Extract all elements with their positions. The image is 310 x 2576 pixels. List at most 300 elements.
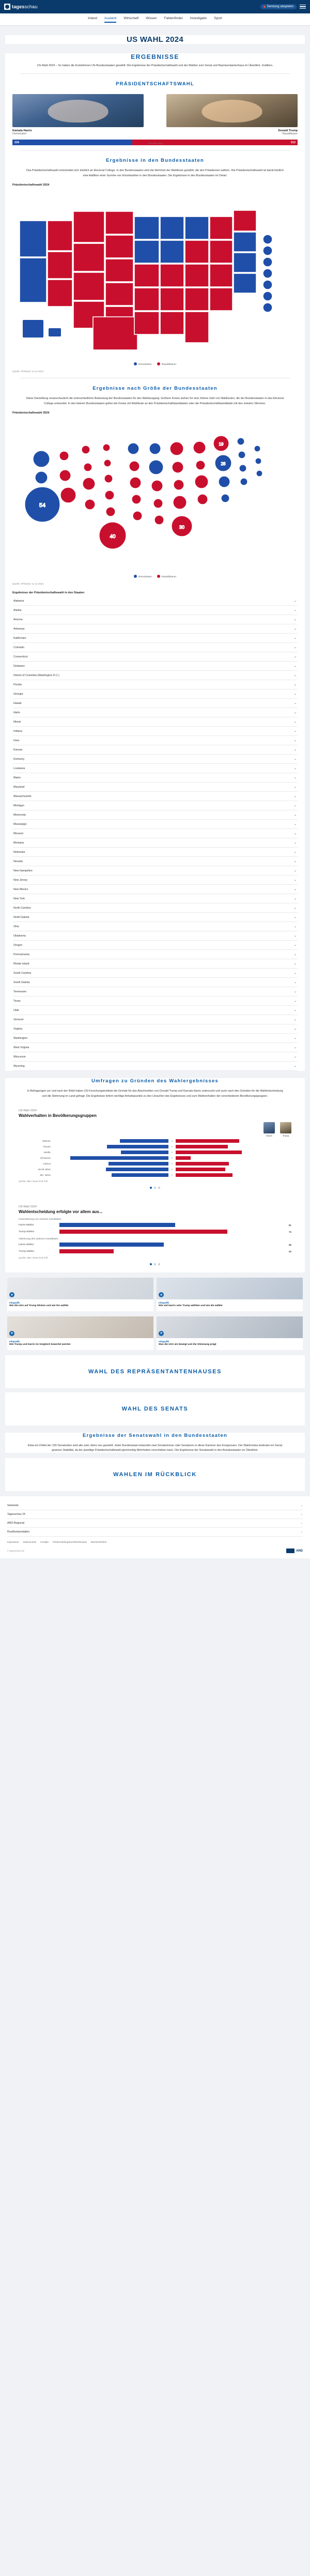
teaser-4-image [157,1316,303,1338]
teaser-1-text: Wie die USA auf Trump blicken und wie ihn wählte [9,1305,69,1308]
state-label: Nevada [13,860,23,863]
ard-logo[interactable] [286,1548,303,1553]
footer-section-row[interactable] [7,1510,303,1519]
ard-logo-icon [286,1548,295,1553]
results-intro: US-Wahl 2024 – So haben die Erststimmen US-Bundesstaaten gewählt: Die Ergebnisse der Präsidentschaftswahl und der Wahlen zum Senat und Repräsentantenhaus im Überblick. Grafiken. [37,64,273,67]
size-map-title: Ergebnisse nach Größe der Bundesstaaten [92,386,218,392]
harris-photo [12,94,144,127]
teaser-1[interactable] [7,1278,153,1311]
chevron-down-icon[interactable]: ⌄ [293,869,297,873]
chevron-down-icon[interactable]: ⌄ [293,962,297,966]
state-label: Vermont [13,1018,24,1021]
chart2-kicker: US-Wahl 2024 [19,1205,37,1209]
state-label: New Jersey [13,878,28,882]
chart1-category: Männer [42,1140,51,1143]
teaser-2[interactable] [157,1278,303,1311]
state-row[interactable] [12,810,298,820]
chart2-track [59,1243,286,1247]
state-label: South Dakota [13,980,30,984]
play-icon[interactable] [159,1331,164,1336]
chevron-down-icon[interactable]: ⌄ [293,934,297,938]
legend-dem: Demokraten [134,362,152,366]
chart2-bar [59,1249,114,1253]
state-row[interactable] [12,931,298,941]
teaser-3-kicker: Infografik [9,1340,20,1343]
chart2-bar [59,1230,227,1234]
results-heading: ERGEBNISSE [131,53,179,60]
chart1-category: Latinos [43,1162,51,1166]
teaser-3[interactable] [7,1316,153,1350]
teaser-2-kicker: Infografik [159,1301,169,1305]
state-row[interactable] [12,662,298,671]
state-label: Hawaii [13,701,22,705]
footer-section-row[interactable] [7,1528,303,1537]
chevron-down-icon[interactable]: ⌄ [293,720,297,724]
state-row[interactable] [12,894,298,903]
state-row[interactable] [12,959,298,969]
state-label: Mississippi [13,822,27,826]
chart2-label: Trump-Wähler [19,1250,35,1253]
chevron-down-icon[interactable]: ⌄ [293,823,297,826]
ev-bar-trump: 312 [132,140,298,145]
chevron-down-icon[interactable]: ⌄ [293,1046,297,1050]
chart1-kicker: US-Wahl 2024 [19,1109,37,1113]
state-label: Louisiana [13,766,25,770]
chevron-down-icon[interactable]: ⌄ [293,739,297,743]
state-row[interactable] [12,1015,298,1024]
state-row[interactable] [12,885,298,894]
harris-name: Kamala Harris [12,129,32,133]
chevron-down-icon[interactable]: ⌄ [293,655,297,659]
chart1-harris-bar [106,1168,168,1175]
chart1-title: Wahlverhalten in Bevölkerungsgruppen [19,1113,97,1118]
chevron-down-icon[interactable]: ⌄ [293,925,297,929]
chart1-trump-side [176,1156,291,1160]
state-label: Virginia [13,1027,23,1031]
chart1-trump-side [176,1173,291,1181]
chart1-trump-side [176,1139,291,1143]
teaser-1-image [7,1278,153,1299]
chart1-source: Quelle: NBC News Exit Poll [19,1180,48,1183]
play-icon[interactable] [9,1331,14,1336]
state-label: Washington [13,1036,28,1040]
state-row[interactable] [12,643,298,652]
chevron-down-icon[interactable]: ⌄ [293,841,297,845]
house-section-heading: WAHL DES REPRÄSENTANTENHAUSES [5,1355,305,1388]
chevron-down-icon[interactable]: ⌄ [293,888,297,892]
chart1-bars [53,1168,291,1175]
chevron-down-icon[interactable]: ⌄ [293,897,297,901]
state-row[interactable] [12,969,298,978]
chart1-axis: 0 [171,1168,173,1171]
state-label: Idaho [13,711,20,714]
state-row[interactable] [12,736,298,745]
chevron-down-icon[interactable]: ⌄ [293,1000,297,1003]
teaser-4[interactable] [157,1316,303,1350]
chevron-down-icon[interactable]: ⌄ [300,1513,303,1516]
chevron-down-icon[interactable]: ⌄ [293,1028,297,1031]
chart2-bar [59,1243,164,1247]
state-row[interactable] [12,652,298,662]
ev-map-title: Ergebnisse in den Bundesstaaten [106,158,204,164]
state-label: West Virginia [13,1046,29,1049]
chevron-down-icon[interactable]: ⌄ [293,944,297,947]
trump-thumb [280,1122,291,1133]
chart2-row [19,1243,291,1247]
teaser-3-text: Wie Trump und Harris im Vergleich bewertet werden [9,1343,71,1346]
senate-section-heading: WAHL DES SENATS [5,1392,305,1425]
footer-link[interactable]: Barrierefreiheit [90,1541,107,1544]
chart1-category: Schwarze [40,1157,51,1160]
chart2-label: Harris-Wähler [19,1223,34,1226]
chart1-trump-side [176,1145,291,1148]
state-label: Colorado [13,646,25,649]
chart2-track [59,1230,286,1234]
state-row[interactable] [12,829,298,838]
state-row[interactable] [12,606,298,615]
chevron-down-icon[interactable]: ⌄ [293,990,297,994]
chart2-track [59,1249,286,1253]
state-row[interactable] [12,978,298,987]
legend-rep-2: Republikaner [157,575,176,578]
state-label: South Carolina [13,971,32,975]
chart1-harris-side [53,1162,168,1166]
state-label: Kansas [13,748,23,752]
state-row[interactable] [12,987,298,996]
chevron-down-icon[interactable]: ⌄ [293,786,297,789]
state-label: Florida [13,683,22,686]
chart1-harris-side [53,1139,168,1143]
chevron-down-icon[interactable]: ⌄ [293,907,297,910]
chevron-down-icon[interactable]: ⌄ [300,1504,303,1508]
state-row[interactable] [12,634,298,643]
senate-states-body: Etwa ein Drittel der 100 Senatssitze wird alle zwei Jahre neu gewählt. Jeder Bundesstaat entsendet zwei Senatorinnen oder Senatoren in diese Kammer des Kongresses. Der Wahlmodus bedeutet ein Senat gewisse Stabilität, da der jeweilige Präsidentschaftswahl gleichzeitig Mehrheiten verschieben kann. Die Ergebnisse der Senatswahl in den Bundesstaaten im Überblick. [27,1444,283,1452]
state-label: Massachusetts [13,794,32,798]
footer-link[interactable]: Impressum [7,1541,19,1544]
chart1-row [19,1173,291,1181]
chart1-category: Frauen [43,1145,51,1148]
tagesschau-logo[interactable] [4,4,38,10]
state-label: Indiana [13,729,23,733]
chart2-subhead: Ablehnung des anderen Kandidaten [19,1238,58,1241]
top-bar [0,0,310,13]
top-bar-right [260,4,306,9]
state-row[interactable] [12,950,298,959]
electoral-map[interactable] [10,190,300,360]
footer-link[interactable]: Kontakt [40,1541,49,1544]
chevron-down-icon[interactable]: ⌄ [293,702,297,706]
state-label: North Dakota [13,915,29,919]
state-row[interactable] [12,783,298,792]
state-label: Kalifornien [13,636,26,640]
footer-section-row[interactable] [7,1519,303,1528]
chevron-down-icon[interactable]: ⌄ [293,627,297,631]
state-label: Montana [13,841,24,845]
nav-item-wissen[interactable]: Wissen [146,17,157,20]
chart1-axis: 0 [171,1151,173,1154]
state-row[interactable] [12,1052,298,1062]
chart1-harris-value: 53 [108,1149,111,1153]
chart2-row [19,1249,291,1253]
chart1-trump-side [176,1168,291,1171]
state-row[interactable] [12,876,298,885]
svg-text:40: 40 [110,534,116,540]
nav-item-investigativ[interactable]: Investigativ [190,17,207,20]
harris-party: Demokraten [12,132,27,136]
state-label: Arizona [13,618,23,621]
chevron-down-icon[interactable]: ⌄ [293,711,297,715]
state-label: Rhode Island [13,962,29,965]
chevron-down-icon[interactable]: ⌄ [293,972,297,975]
teaser-4-kicker: Infografik [159,1340,169,1343]
chevron-down-icon[interactable]: ⌄ [293,600,297,603]
state-row[interactable] [12,1043,298,1052]
state-row[interactable] [12,903,298,913]
divider [20,73,290,74]
chart1-axis: 0 [171,1140,173,1143]
state-row[interactable] [12,820,298,829]
nav-item-ausland[interactable]: Ausland [104,17,117,23]
state-row[interactable] [12,1024,298,1034]
cartogram-map[interactable] [10,418,300,573]
chart1-axis: 0 [171,1157,173,1160]
nav-item-sport[interactable]: Sport [214,17,222,20]
chart1-trump-bar [176,1156,191,1160]
state-row[interactable] [12,922,298,931]
chart1-category: 18-29 Jahre [38,1168,51,1171]
state-label: Delaware [13,664,25,668]
state-label: Oklahoma [13,934,26,938]
state-row[interactable] [12,1062,298,1071]
chart1-trump-bar [176,1151,242,1154]
state-row[interactable] [12,764,298,773]
teaser-2-text: Wie viel Harris oder Trump wählten und wie die wählte [159,1305,223,1308]
state-row[interactable] [12,671,298,680]
chevron-down-icon[interactable]: ⌄ [293,637,297,640]
chart1-harris-value: 49 [113,1178,116,1181]
results-card [5,53,305,1071]
polls-heading: Umfragen zu Gründen des Wahlergebnisses [91,1078,219,1084]
state-row[interactable] [12,699,298,708]
chevron-down-icon[interactable]: ⌄ [293,916,297,919]
chevron-down-icon[interactable]: ⌄ [293,674,297,678]
state-row[interactable] [12,689,298,699]
polls-body: In Befragungen vor und nach der Wahl haben US-Forschungsinstitute die Gründe für das Abschneiden von Donald Trump und Kamala Harris untersucht und auch nach den Gründen für die Wahlentscheidung und die Stimmung im Land gefragt. Die Ergebnisse liefern wichtige Anhaltspunkte zu den Ursachen des Ergebnisses und zum Wahlverhalten der verschiedenen Bevölkerungsgruppen. [27,1090,283,1098]
chart1-axis: 0 [171,1145,173,1148]
play-icon[interactable] [159,1292,164,1297]
chart1-harris-bar [109,1162,168,1166]
state-row[interactable] [12,941,298,950]
chevron-down-icon[interactable]: ⌄ [293,795,297,799]
nav-item-faktenfinder[interactable]: Faktenfinder [164,17,183,20]
live-dot-icon [264,6,266,8]
chevron-down-icon[interactable]: ⌄ [293,665,297,668]
ev-needed-label: 270 zum Sieg [147,142,163,145]
state-label: Ohio [13,925,19,928]
state-row[interactable] [12,596,298,606]
state-row[interactable] [12,838,298,848]
chevron-down-icon[interactable]: ⌄ [300,1522,303,1525]
state-row[interactable] [12,717,298,727]
footer-links [7,1541,303,1543]
chart2-rows [19,1218,291,1253]
overview-section-heading: WAHLEN IM RÜCKBLICK [5,1458,305,1491]
footer-link[interactable]: Datenschutz [23,1541,37,1544]
chevron-down-icon[interactable]: ⌄ [293,860,297,864]
chevron-down-icon[interactable]: ⌄ [293,618,297,622]
footer-section-label: Tagesschau 24 [7,1513,25,1516]
state-row[interactable] [12,792,298,801]
chevron-down-icon[interactable]: ⌄ [293,748,297,752]
chevron-down-icon[interactable]: ⌄ [293,683,297,687]
trump-photo [166,94,298,127]
harris-thumb [264,1122,275,1133]
chart2-track [59,1223,286,1227]
candidates-row [5,92,305,135]
state-label: District of Columbia (Washington D.C.) [13,673,59,677]
chevron-down-icon[interactable]: ⌄ [293,1009,297,1013]
footer-section-label: Startseite [7,1504,19,1508]
nav-item-wirtschaft[interactable]: Wirtschaft [123,17,139,20]
chevron-down-icon[interactable]: ⌄ [293,1037,297,1040]
chevron-down-icon[interactable]: ⌄ [293,953,297,957]
chart1-trump-bar [176,1145,228,1148]
main-nav [0,13,310,26]
chart1-trump-bar [176,1173,233,1181]
state-label: Connecticut [13,655,28,658]
state-row[interactable] [12,745,298,755]
state-label: New York [13,897,25,900]
state-label: Illinois [13,720,21,724]
state-row[interactable] [12,1006,298,1015]
state-label: Georgia [13,692,23,696]
chevron-down-icon[interactable]: ⌄ [293,767,297,771]
chart1-bars [53,1156,291,1164]
state-label: North Carolina [13,906,31,910]
ev-bar-harris: 226 [12,140,132,145]
size-map-source: Quelle: AP/Stand: 11.12.2024 [12,582,44,586]
state-row[interactable] [12,680,298,689]
carousel-dots-2[interactable] [19,1263,291,1265]
state-row[interactable] [12,801,298,810]
chevron-down-icon[interactable]: ⌄ [293,1065,297,1068]
legend-dem-2: Demokraten [134,575,152,578]
chevron-down-icon[interactable]: ⌄ [293,851,297,854]
chart2-subhead: Unterstützung von meinem Kandidaten [19,1218,61,1221]
state-label: New Hampshire [13,869,33,872]
chart1-trump-bar [176,1168,225,1171]
state-row[interactable] [12,848,298,857]
chevron-down-icon[interactable]: ⌄ [293,814,297,817]
teaser-2-image [157,1278,303,1299]
chart2-source: Quelle: NBC News Exit Poll [19,1256,48,1260]
state-row[interactable] [12,773,298,783]
ev-map-label: Präsidentschaftswahl 2024 [12,183,50,187]
chevron-down-icon[interactable]: ⌄ [293,646,297,650]
live-play-button[interactable] [260,4,297,9]
footer-section-label: Rundfunkanstalten [7,1530,30,1534]
state-label: New Mexico [13,887,28,891]
nav-item-inland[interactable]: Inland [88,17,97,20]
chevron-down-icon[interactable]: ⌄ [293,879,297,882]
chevron-down-icon[interactable]: ⌄ [300,1530,303,1534]
chart2-value: 74 [288,1230,291,1233]
hamburger-icon[interactable] [300,5,306,9]
svg-text:19: 19 [219,442,224,447]
state-row[interactable] [12,708,298,717]
state-row[interactable] [12,857,298,866]
size-map-label: Präsidentschaftswahl 2024 [12,411,50,415]
chart1-harris-bar [70,1156,168,1164]
chart1-row [19,1145,291,1153]
state-label: Missouri [13,832,24,835]
state-label: Michigan [13,804,24,807]
state-row[interactable] [12,755,298,764]
trump-name: Donald Trump [278,129,298,133]
chevron-down-icon[interactable]: ⌄ [293,804,297,808]
trump-party: Republikaner [282,132,298,136]
chevron-down-icon[interactable]: ⌄ [293,730,297,733]
svg-text:30: 30 [179,525,185,530]
footer-bottom [7,1548,303,1558]
footer-section-row[interactable] [7,1501,303,1510]
chart2-value: 51 [288,1223,291,1226]
play-icon[interactable] [9,1292,14,1297]
footer-sections [0,1501,310,1537]
state-label: Alaska [13,608,22,612]
state-label: Utah [13,1008,19,1012]
chevron-down-icon[interactable]: ⌄ [293,693,297,696]
chevron-down-icon[interactable]: ⌄ [293,1055,297,1059]
state-row[interactable] [12,624,298,634]
chart1-harris-side [53,1145,168,1153]
chart1-harris-bar [112,1173,168,1181]
state-row[interactable] [12,1034,298,1043]
presidential-heading: PRÄSIDENTSCHAFTSWAHL [116,81,194,87]
chart1-harris-side [53,1173,168,1181]
chevron-down-icon[interactable]: ⌄ [293,832,297,836]
chevron-down-icon[interactable]: ⌄ [293,776,297,780]
chart1-row [19,1162,291,1166]
state-row[interactable] [12,615,298,624]
chevron-down-icon[interactable]: ⌄ [293,1018,297,1022]
chevron-down-icon[interactable]: ⌄ [293,609,297,612]
page-title: US WAHL 2024 [126,35,184,44]
chart1-harris-value: 54 [107,1172,110,1175]
senate-states-title: Ergebnisse der Senatswahl in den Bundesstaaten [82,1432,228,1438]
footer-link[interactable]: Fehlermeldung/Korrekturhinweis [52,1541,87,1544]
state-row[interactable] [12,866,298,876]
state-row[interactable] [12,727,298,736]
chevron-down-icon[interactable]: ⌄ [293,981,297,985]
chevron-down-icon[interactable]: ⌄ [293,758,297,761]
footer-note: © tagesschau.de [7,1550,25,1553]
state-row[interactable] [12,996,298,1006]
chart1-trump-bar [176,1139,239,1143]
chart2-label: Harris-Wähler [19,1243,34,1246]
states-list-title: Ergebnisse der Präsidentschaftswahl in den Staaten [12,591,85,595]
chart1-axis: 0 [171,1162,173,1166]
chart2-value: 46 [288,1243,291,1246]
state-row[interactable] [12,913,298,922]
logo-text: tagesschau [12,4,38,9]
state-label: Texas [13,999,21,1003]
carousel-dots[interactable] [19,1187,291,1189]
chart2-row [19,1223,291,1227]
chart1-bars [53,1145,291,1153]
state-label: Iowa [13,739,19,742]
size-map-body: Diese Darstellung veranschaulicht die unterschiedliche Bedeutung der Bundesstaaten für den Wahlausgang: Größere Kreise stehen für eine höhere Zahl von Wahlleuten, die der Bundesstaaten in das Electoral College entsendet. In den kleinen Bundesstaaten gelten die Kreise mit Wahlleute an den Präsidentschaftskandidaten oder die Präsidentschaftskandidatin mit den meisten Stimmen. [26,397,284,405]
